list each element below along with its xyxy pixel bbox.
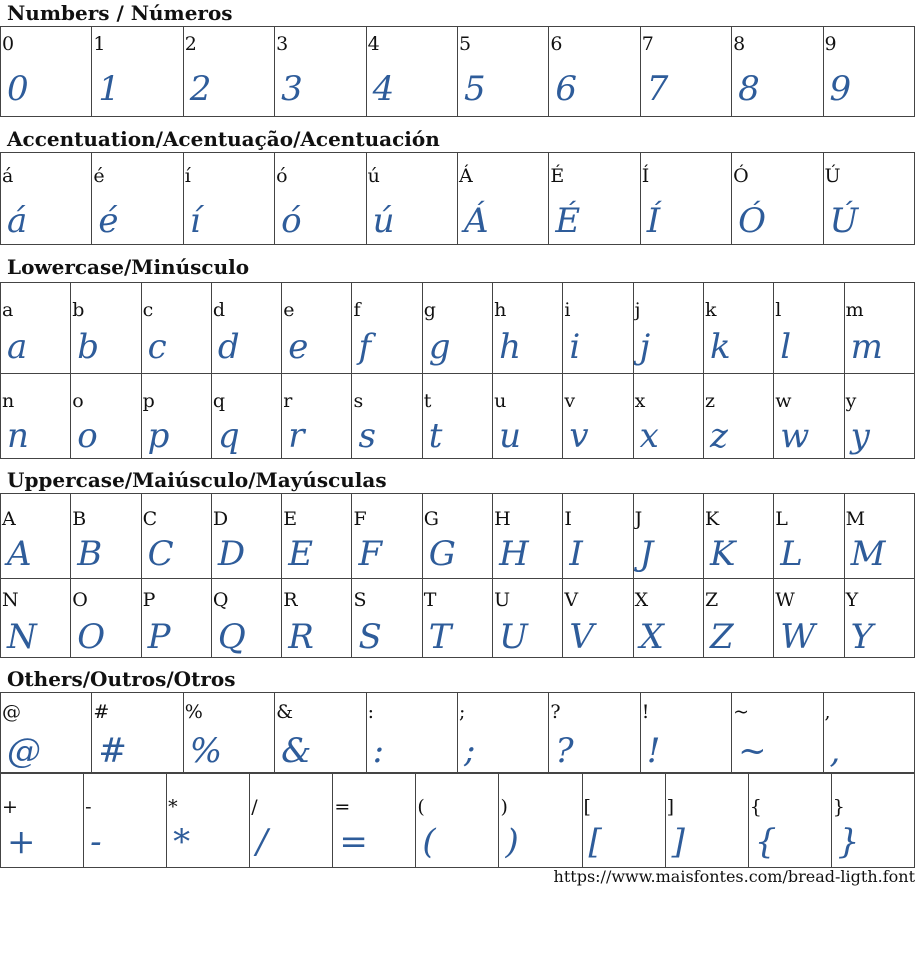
font-glyph-sample: W [780, 617, 816, 657]
glyph-cell [212, 374, 282, 459]
glyph-cell [749, 774, 832, 868]
character-label: P [142, 589, 156, 611]
glyph-cell [641, 693, 732, 773]
font-glyph-sample: n [7, 416, 29, 456]
font-glyph-sample: 6 [555, 69, 577, 109]
font-glyph-sample: S [358, 617, 382, 657]
glyph-cell [824, 153, 915, 245]
character-label: L [775, 508, 788, 530]
character-label: á [2, 165, 14, 187]
font-glyph-sample: ~ [738, 731, 767, 771]
character-label: Á [458, 165, 473, 187]
glyph-cell [634, 374, 704, 459]
section-title-uppercase: Uppercase/Maiúsculo/Mayúsculas [7, 468, 387, 492]
glyph-cell [1, 374, 71, 459]
glyph-cell [71, 579, 141, 658]
glyph-cell [423, 579, 493, 658]
glyph-cell [142, 579, 212, 658]
character-label: 0 [2, 33, 15, 55]
glyph-cell [212, 494, 282, 579]
font-glyph-sample: r [288, 416, 305, 456]
character-label: 4 [367, 33, 380, 55]
font-glyph-sample: p [147, 416, 170, 456]
glyph-cell [416, 774, 499, 868]
footer-url[interactable]: https://www.maisfontes.com/bread-ligth.font [553, 867, 915, 886]
character-label: d [212, 299, 226, 321]
font-glyph-sample: o [77, 416, 98, 456]
font-glyph-sample: x [639, 416, 659, 456]
font-glyph-sample: c [147, 327, 167, 367]
character-label: E [283, 508, 298, 530]
character-label: J [634, 508, 643, 530]
font-glyph-sample: m [850, 327, 883, 367]
glyph-cell [824, 27, 915, 117]
glyph-cell [212, 579, 282, 658]
character-label: + [2, 796, 18, 818]
glyph-cell [282, 374, 352, 459]
character-label: * [168, 796, 178, 818]
character-label: Í [641, 165, 650, 187]
font-glyph-sample: , [829, 731, 841, 771]
font-glyph-sample: K [709, 534, 736, 574]
glyph-grid-row [0, 152, 915, 245]
character-label: Y [845, 589, 859, 611]
font-glyph-sample: k [709, 327, 731, 367]
glyph-cell [493, 374, 563, 459]
character-label: / [251, 796, 258, 818]
character-label: # [93, 701, 110, 723]
glyph-cell [71, 283, 141, 374]
character-label: b [72, 299, 85, 321]
glyph-cell [563, 374, 633, 459]
character-label: z [704, 390, 715, 412]
character-label: } [832, 796, 845, 818]
font-glyph-sample: F [358, 534, 383, 574]
section-title-lowercase: Lowercase/Minúsculo [7, 255, 250, 279]
font-glyph-sample: 0 [7, 69, 29, 109]
font-glyph-sample: I [569, 534, 583, 574]
font-glyph-sample: L [780, 534, 803, 574]
font-glyph-sample: R [288, 617, 314, 657]
glyph-cell [493, 579, 563, 658]
glyph-cell [732, 693, 823, 773]
glyph-cell [563, 494, 633, 579]
glyph-cell [423, 494, 493, 579]
font-glyph-sample: % [189, 731, 223, 771]
font-glyph-sample: Ó [738, 201, 766, 241]
character-label: Q [212, 589, 229, 611]
character-label: ~ [733, 701, 750, 723]
font-glyph-sample: D [217, 534, 246, 574]
glyph-cell [845, 283, 915, 374]
font-glyph-sample: M [850, 534, 886, 574]
glyph-cell [634, 494, 704, 579]
glyph-cell [634, 579, 704, 658]
character-label: ] [666, 796, 675, 818]
font-glyph-sample: / [256, 822, 268, 862]
section-title-numbers: Numbers / Números [7, 1, 233, 25]
glyph-cell [333, 774, 416, 868]
character-label: i [564, 299, 571, 321]
font-glyph-sample: ) [505, 822, 519, 862]
character-label: Ú [824, 165, 841, 187]
character-label: A [2, 508, 16, 530]
glyph-cell [458, 153, 549, 245]
character-label: T [423, 589, 437, 611]
font-glyph-sample: f [358, 327, 372, 367]
font-glyph-sample: ú [372, 201, 395, 241]
character-label: [ [583, 796, 591, 818]
font-glyph-sample: é [98, 201, 119, 241]
glyph-grid-row [0, 493, 915, 579]
glyph-cell [184, 693, 275, 773]
glyph-cell [92, 27, 183, 117]
glyph-grid-row [0, 773, 915, 868]
font-glyph-sample: T [428, 617, 452, 657]
font-glyph-sample: g [428, 327, 451, 367]
glyph-cell [499, 774, 582, 868]
font-glyph-sample: Y [850, 617, 874, 657]
font-glyph-sample: h [499, 327, 521, 367]
character-label: V [564, 589, 579, 611]
font-glyph-sample: á [7, 201, 28, 241]
glyph-cell [458, 693, 549, 773]
character-label: C [142, 508, 158, 530]
character-label: ó [276, 165, 288, 187]
glyph-cell [250, 774, 333, 868]
glyph-cell [845, 579, 915, 658]
character-label: q [212, 390, 226, 412]
character-label: j [634, 299, 641, 321]
character-label: M [845, 508, 866, 530]
character-label: ! [641, 701, 650, 723]
font-glyph-sample: q [217, 416, 240, 456]
glyph-cell [774, 374, 844, 459]
character-label: U [494, 589, 511, 611]
glyph-cell [275, 27, 366, 117]
glyph-cell [549, 27, 640, 117]
font-glyph-sample: 7 [646, 69, 669, 109]
font-glyph-sample: j [639, 327, 651, 367]
glyph-cell [142, 374, 212, 459]
font-glyph-sample: t [428, 416, 443, 456]
glyph-grid-row [0, 692, 915, 773]
font-glyph-sample: [ [588, 822, 602, 862]
glyph-cell [666, 774, 749, 868]
character-label: - [85, 796, 92, 818]
character-label: o [72, 390, 84, 412]
character-label: a [2, 299, 14, 321]
character-label: B [72, 508, 87, 530]
character-label: 5 [458, 33, 472, 55]
font-glyph-sample: d [217, 327, 240, 367]
font-glyph-sample: H [499, 534, 529, 574]
font-glyph-sample: G [428, 534, 456, 574]
character-label: = [334, 796, 351, 818]
font-glyph-sample: ] [671, 822, 685, 862]
character-label: { [749, 796, 762, 818]
glyph-cell [641, 27, 732, 117]
glyph-cell [367, 693, 458, 773]
character-label: t [423, 390, 432, 412]
character-label: í [184, 165, 191, 187]
glyph-grid-row [0, 373, 915, 459]
font-glyph-sample: Q [217, 617, 246, 657]
character-label: 6 [550, 33, 563, 55]
character-label: u [494, 390, 507, 412]
glyph-cell [184, 27, 275, 117]
glyph-cell [845, 494, 915, 579]
character-label: m [845, 299, 864, 321]
character-label: K [704, 508, 720, 530]
character-label: f [353, 299, 361, 321]
character-label: W [775, 589, 795, 611]
glyph-cell [282, 494, 352, 579]
character-label: r [283, 390, 293, 412]
font-glyph-sample: P [147, 617, 171, 657]
font-glyph-sample: 1 [98, 69, 121, 109]
glyph-cell [583, 774, 666, 868]
glyph-cell [92, 153, 183, 245]
glyph-cell [1, 494, 71, 579]
character-label: , [824, 701, 831, 723]
font-glyph-sample: 2 [189, 69, 212, 109]
character-label: s [353, 390, 364, 412]
font-glyph-sample: 5 [463, 69, 486, 109]
character-label: Z [704, 589, 719, 611]
font-glyph-sample: i [569, 327, 581, 367]
glyph-cell [774, 579, 844, 658]
font-glyph-sample: l [780, 327, 792, 367]
glyph-cell [84, 774, 167, 868]
character-label: I [564, 508, 572, 530]
glyph-cell [563, 283, 633, 374]
character-label: é [93, 165, 105, 187]
glyph-cell [563, 579, 633, 658]
glyph-cell [423, 283, 493, 374]
glyph-cell [1, 579, 71, 658]
font-glyph-sample: = [339, 822, 368, 862]
character-label: ) [500, 796, 508, 818]
character-label: ; [458, 701, 466, 723]
font-glyph-sample: * [173, 822, 191, 862]
glyph-cell [824, 693, 915, 773]
font-glyph-sample: X [639, 617, 664, 657]
glyph-cell [352, 579, 422, 658]
character-label: É [550, 165, 565, 187]
glyph-cell [142, 494, 212, 579]
glyph-cell [142, 283, 212, 374]
character-label: H [494, 508, 511, 530]
glyph-cell [1, 774, 84, 868]
glyph-cell [1, 283, 71, 374]
character-label: S [353, 589, 367, 611]
character-label: e [283, 299, 295, 321]
glyph-cell [704, 494, 774, 579]
glyph-cell [774, 494, 844, 579]
font-glyph-sample: { [754, 822, 777, 862]
character-label: c [142, 299, 154, 321]
character-label: 2 [184, 33, 197, 55]
glyph-cell [704, 579, 774, 658]
font-glyph-sample: ? [555, 731, 574, 771]
glyph-cell [732, 27, 823, 117]
font-glyph-sample: ó [281, 201, 302, 241]
font-glyph-sample: E [288, 534, 314, 574]
font-glyph-sample: e [288, 327, 309, 367]
glyph-cell [367, 27, 458, 117]
glyph-grid-row [0, 578, 915, 658]
font-glyph-sample: N [7, 617, 37, 657]
character-label: y [845, 390, 857, 412]
font-glyph-sample: + [7, 822, 36, 862]
glyph-cell [458, 27, 549, 117]
font-glyph-sample: ( [422, 822, 436, 862]
glyph-cell [493, 494, 563, 579]
font-glyph-sample: Ú [829, 201, 859, 241]
character-label: 9 [824, 33, 837, 55]
font-glyph-sample: í [189, 201, 201, 241]
character-label: n [2, 390, 15, 412]
font-glyph-sample: b [77, 327, 100, 367]
character-label: % [184, 701, 203, 723]
glyph-cell [1, 153, 92, 245]
character-label: 7 [641, 33, 654, 55]
font-glyph-sample: ! [646, 731, 661, 771]
character-label: D [212, 508, 229, 530]
glyph-cell [845, 374, 915, 459]
glyph-cell [367, 153, 458, 245]
glyph-cell [92, 693, 183, 773]
glyph-cell [1, 693, 92, 773]
character-label: 1 [93, 33, 106, 55]
glyph-cell [704, 374, 774, 459]
glyph-cell [71, 494, 141, 579]
font-glyph-sample: Á [463, 201, 489, 241]
character-label: k [704, 299, 717, 321]
font-glyph-sample: V [569, 617, 594, 657]
font-glyph-sample: : [372, 731, 385, 771]
glyph-cell [832, 774, 915, 868]
character-label: N [2, 589, 19, 611]
glyph-cell [352, 283, 422, 374]
font-glyph-sample: @ [7, 731, 41, 771]
glyph-cell [212, 283, 282, 374]
glyph-cell [352, 374, 422, 459]
font-glyph-sample: Í [646, 201, 661, 241]
character-label: x [634, 390, 646, 412]
character-label: ( [417, 796, 425, 818]
character-label: p [142, 390, 155, 412]
character-label: h [494, 299, 507, 321]
glyph-cell [275, 153, 366, 245]
character-label: 8 [733, 33, 746, 55]
character-label: O [72, 589, 88, 611]
glyph-cell [549, 153, 640, 245]
glyph-cell [549, 693, 640, 773]
font-glyph-sample: 3 [281, 69, 303, 109]
font-glyph-sample: U [499, 617, 528, 657]
font-glyph-sample: u [499, 416, 521, 456]
font-glyph-sample: A [7, 534, 32, 574]
font-glyph-sample: Z [709, 617, 734, 657]
character-label: w [775, 390, 792, 412]
glyph-cell [275, 693, 366, 773]
section-title-accents: Accentuation/Acentuação/Acentuación [7, 127, 440, 151]
character-label: R [283, 589, 298, 611]
font-glyph-sample: - [90, 822, 102, 862]
font-glyph-sample: # [98, 731, 127, 771]
glyph-cell [641, 153, 732, 245]
glyph-cell [704, 283, 774, 374]
font-glyph-sample: C [147, 534, 174, 574]
glyph-cell [493, 283, 563, 374]
font-glyph-sample: 8 [738, 69, 760, 109]
section-title-others: Others/Outros/Otros [7, 667, 236, 691]
character-label: l [775, 299, 782, 321]
glyph-cell [282, 579, 352, 658]
character-label: ? [550, 701, 561, 723]
font-glyph-sample: J [639, 534, 654, 574]
font-glyph-sample: } [837, 822, 860, 862]
font-glyph-sample: y [850, 416, 870, 456]
glyph-cell [732, 153, 823, 245]
glyph-cell [167, 774, 250, 868]
font-glyph-sample: & [281, 731, 312, 771]
font-glyph-sample: É [555, 201, 581, 241]
character-label: G [423, 508, 439, 530]
glyph-grid-row [0, 282, 915, 374]
glyph-cell [184, 153, 275, 245]
character-label: @ [2, 701, 21, 723]
glyph-cell [423, 374, 493, 459]
font-glyph-sample: 9 [829, 69, 852, 109]
character-label: X [634, 589, 649, 611]
font-glyph-sample: s [358, 416, 376, 456]
glyph-cell [352, 494, 422, 579]
character-label: v [564, 390, 576, 412]
character-label: ú [367, 165, 380, 187]
font-glyph-sample: ; [463, 731, 476, 771]
font-glyph-sample: a [7, 327, 28, 367]
glyph-grid-row [0, 26, 915, 117]
font-glyph-sample: B [77, 534, 103, 574]
character-label: & [276, 701, 294, 723]
character-label: g [423, 299, 436, 321]
glyph-cell [71, 374, 141, 459]
glyph-cell [1, 27, 92, 117]
character-label: Ó [733, 165, 749, 187]
font-glyph-sample: 4 [372, 69, 395, 109]
font-glyph-sample: O [77, 617, 106, 657]
font-glyph-sample: w [780, 416, 810, 456]
character-label: 3 [276, 33, 289, 55]
glyph-cell [282, 283, 352, 374]
glyph-cell [634, 283, 704, 374]
character-label: F [353, 508, 367, 530]
font-glyph-sample: z [709, 416, 728, 456]
character-label: : [367, 701, 374, 723]
font-glyph-sample: v [569, 416, 589, 456]
glyph-cell [774, 283, 844, 374]
